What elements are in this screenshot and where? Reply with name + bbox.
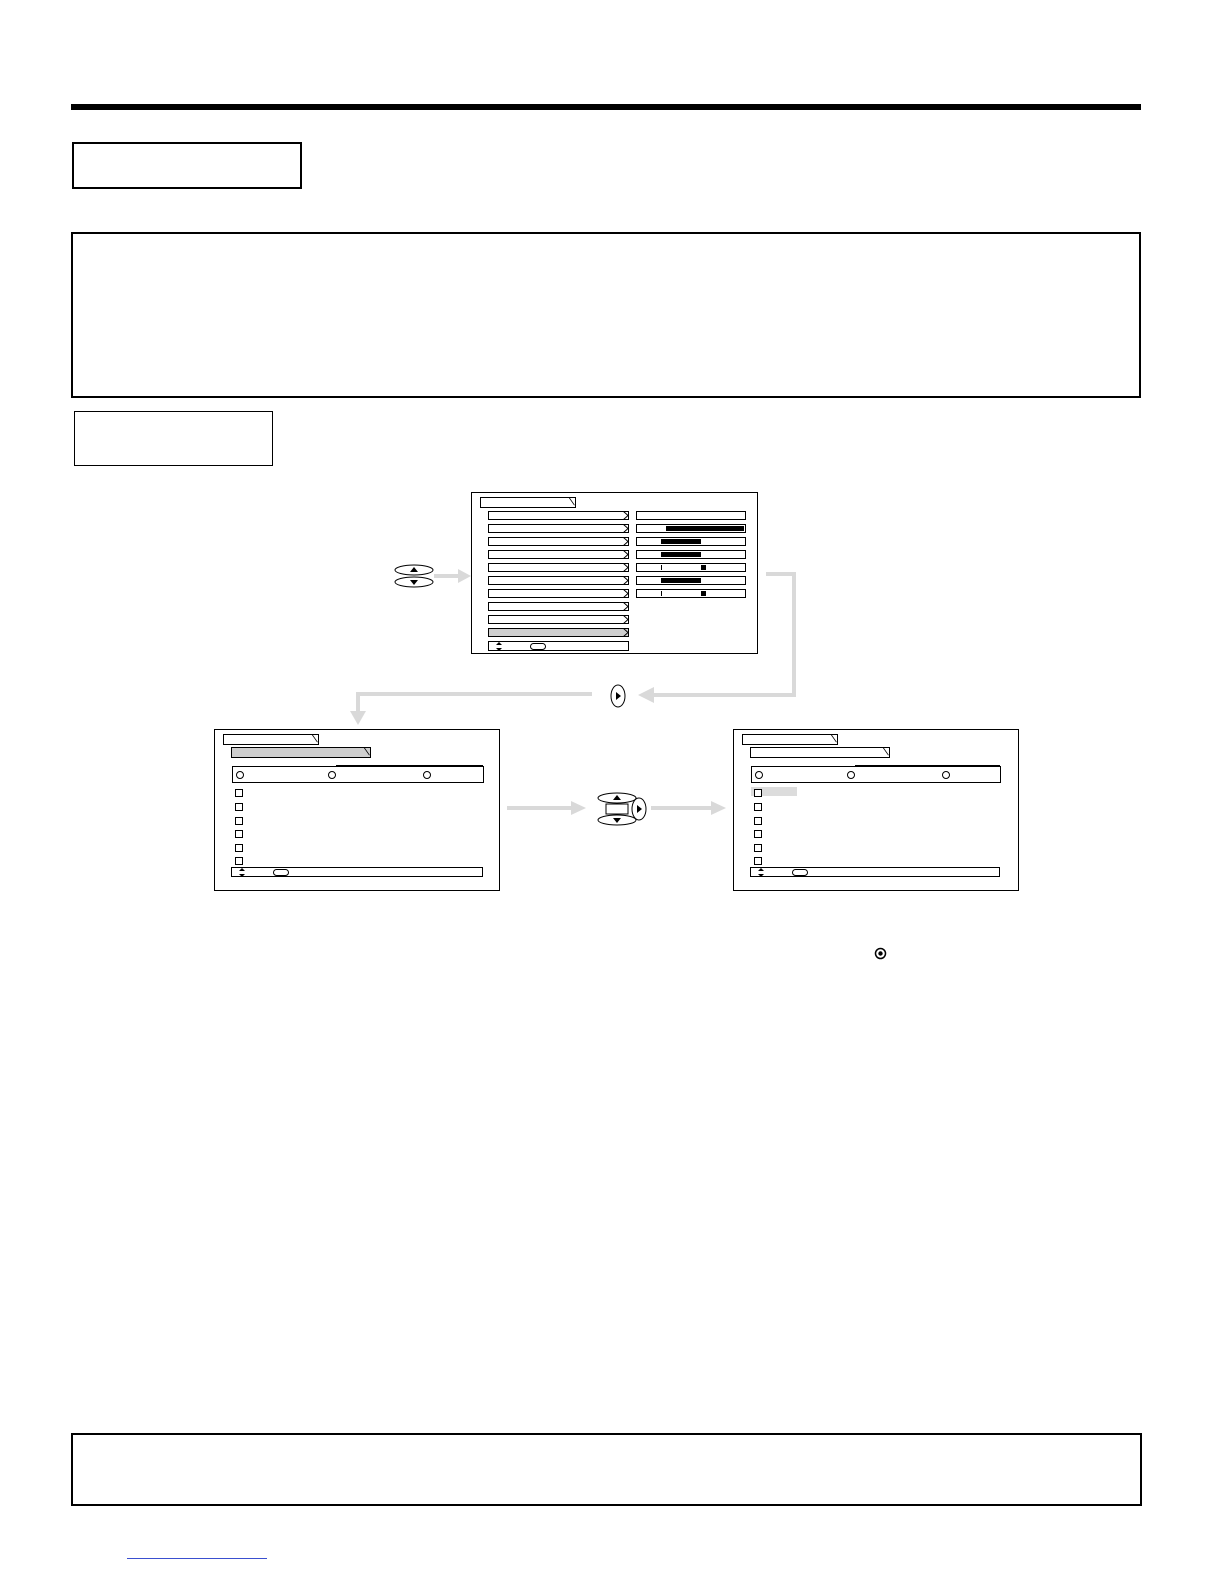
footer-link[interactable] — [127, 1558, 267, 1559]
menu-item[interactable] — [488, 576, 629, 585]
menu-item[interactable] — [488, 563, 629, 572]
checkbox-icon[interactable] — [235, 844, 243, 852]
submenu-status-bar — [231, 867, 483, 877]
menu-title-tab — [480, 497, 576, 508]
navigation-cluster-icon — [596, 792, 650, 831]
right-arrow-icon — [609, 683, 627, 714]
submenu-screen-before — [214, 729, 500, 891]
level-bar — [636, 524, 746, 533]
menu-item[interactable] — [488, 589, 629, 598]
radio-option-2-icon[interactable] — [847, 771, 855, 779]
flow-arrow-to-cluster — [507, 801, 587, 820]
flow-connector — [636, 570, 801, 710]
level-fill — [661, 539, 701, 544]
level-fill — [666, 526, 744, 531]
checkbox-icon[interactable] — [235, 857, 243, 865]
checkbox-icon[interactable] — [754, 844, 762, 852]
checkbox-icon[interactable] — [235, 830, 243, 838]
checkbox-icon[interactable] — [235, 817, 243, 825]
enter-button-icon — [530, 643, 546, 650]
up-down-arrows-icon — [393, 563, 435, 589]
radio-option-1-icon[interactable] — [236, 771, 244, 779]
menu-item[interactable] — [488, 524, 629, 533]
level-fill — [661, 552, 701, 557]
checkbox-icon[interactable] — [235, 803, 243, 811]
menu-item[interactable] — [488, 628, 629, 637]
checkbox-icon[interactable] — [754, 817, 762, 825]
radio-option-3-icon[interactable] — [942, 771, 950, 779]
menu-item[interactable] — [488, 511, 629, 520]
intro-box — [71, 232, 1141, 398]
flow-arrow-to-menu — [434, 569, 472, 588]
submenu-heading-tab — [750, 747, 890, 758]
submenu-screen-after — [733, 729, 1019, 891]
enter-button-icon — [273, 869, 289, 876]
radio-selected-icon — [874, 947, 887, 965]
menu-item[interactable] — [488, 550, 629, 559]
radio-group — [751, 766, 1001, 783]
submenu-title-tab — [223, 734, 319, 745]
flow-arrow-from-cluster — [651, 801, 727, 820]
level-bar — [636, 511, 746, 520]
menu-item[interactable] — [488, 602, 629, 611]
flow-arrow-to-submenu — [346, 689, 596, 732]
level-bar — [636, 537, 746, 546]
checkbox-icon[interactable] — [754, 830, 762, 838]
menu-item[interactable] — [488, 615, 629, 624]
checkbox-icon[interactable] — [754, 857, 762, 865]
checkbox-icon[interactable] — [235, 789, 243, 797]
menu-item[interactable] — [488, 537, 629, 546]
submenu-title-tab — [742, 734, 838, 745]
section-title-box — [72, 142, 302, 189]
checkbox-icon[interactable] — [754, 789, 762, 797]
radio-group — [232, 766, 484, 783]
subsection-title-box — [74, 411, 273, 466]
level-bar — [636, 550, 746, 559]
radio-option-1-icon[interactable] — [755, 771, 763, 779]
submenu-heading-tab — [231, 747, 371, 758]
submenu-status-bar — [750, 867, 1000, 877]
menu-status-bar — [488, 641, 629, 651]
enter-button-icon — [792, 869, 808, 876]
note-box — [71, 1433, 1142, 1506]
radio-option-2-icon[interactable] — [328, 771, 336, 779]
header-rule — [71, 104, 1141, 110]
radio-option-3-icon[interactable] — [423, 771, 431, 779]
checkbox-icon[interactable] — [754, 803, 762, 811]
